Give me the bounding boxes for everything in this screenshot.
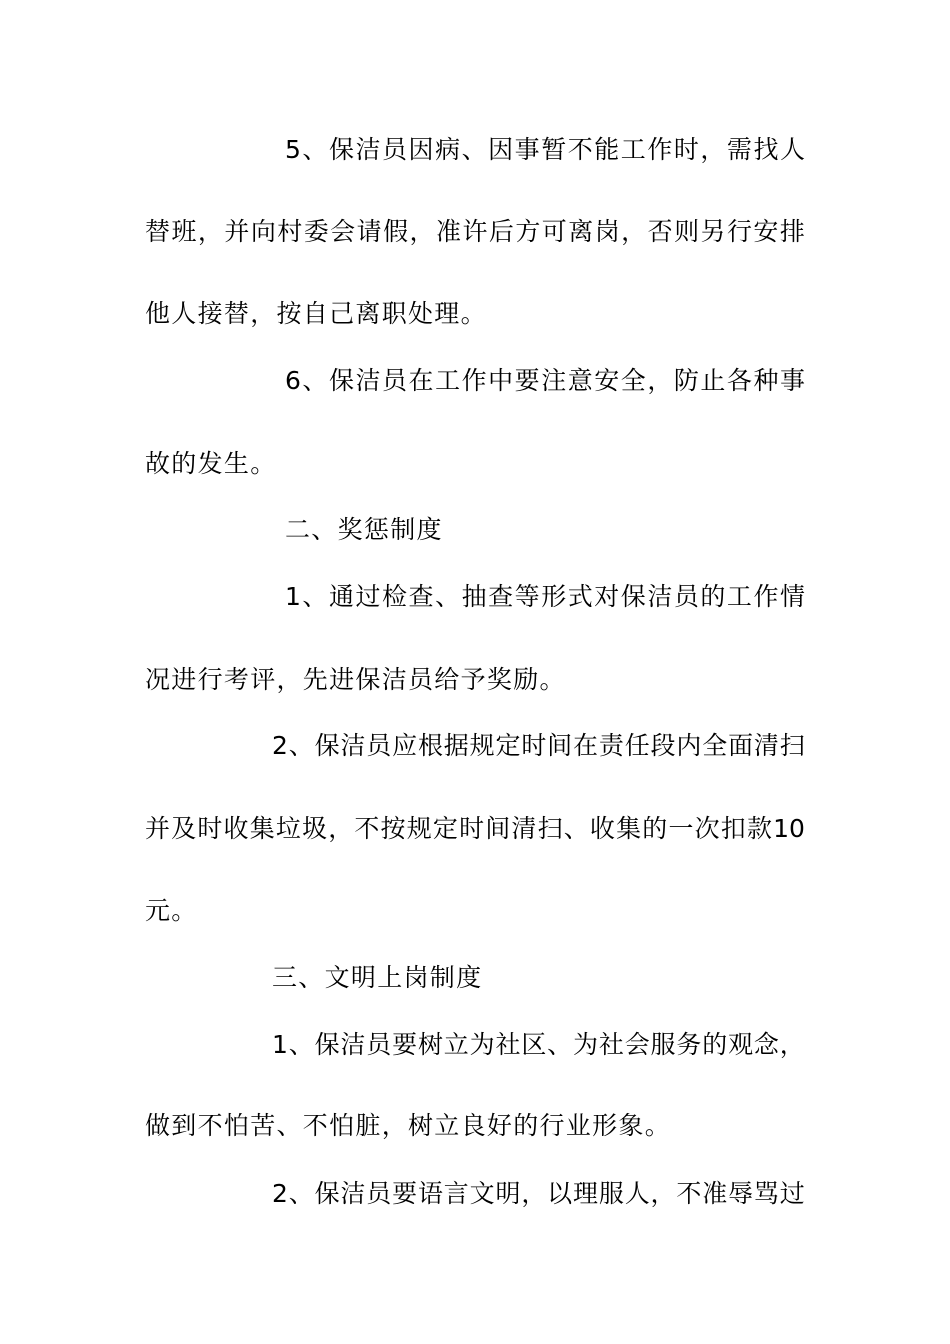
- text-line-3: 他人接替，按自己离职处理。: [145, 299, 487, 328]
- text-line-14: 做到不怕苦、不怕脏，树立良好的行业形象。: [145, 1111, 672, 1140]
- text-line-4: 6 、 保 洁 员 在 工 作 中 要 注 意 安 全 ， 防 止 各 种 事: [285, 366, 805, 395]
- text-line-5: 故的发生。: [145, 449, 277, 478]
- text-line-2: 替 班 ， 并 向 村 委 会 请 假 ， 准 许 后 方 可 离 岗 ， 否 则 另 行 安 排: [145, 217, 805, 246]
- text-line-7: 1 、 通 过 检 查 、 抽 查 等 形 式 对 保 洁 员 的 工 作 情: [285, 582, 805, 611]
- text-line-8: 况进行考评，先进保洁员给予奖励。: [145, 665, 566, 694]
- section-heading-rewards: 二、奖惩制度: [285, 515, 443, 544]
- section-heading-civility: 三、文明上岗制度: [272, 963, 483, 992]
- text-line-9: 2 、 保 洁 员 应 根 据 规 定 时 间 在 责 任 段 内 全 面 清 扫: [272, 731, 805, 760]
- text-line-1: 5 、 保 洁 员 因 病 、 因 事 暂 不 能 工 作 时 ， 需 找 人: [285, 135, 805, 164]
- text-line-10: 并 及 时 收 集 垃 圾 ， 不 按 规 定 时 间 清 扫 、 收 集 的 一 次 扣 款 10: [145, 814, 805, 843]
- text-line-13: 1 、 保 洁 员 要 树 立 为 社 区 、 为 社 会 服 务 的 观 念 ，: [272, 1030, 805, 1059]
- text-line-15: 2 、 保 洁 员 要 语 言 文 明 ， 以 理 服 人 ， 不 准 辱 骂 过: [272, 1179, 805, 1208]
- text-line-11: 元。: [145, 896, 198, 925]
